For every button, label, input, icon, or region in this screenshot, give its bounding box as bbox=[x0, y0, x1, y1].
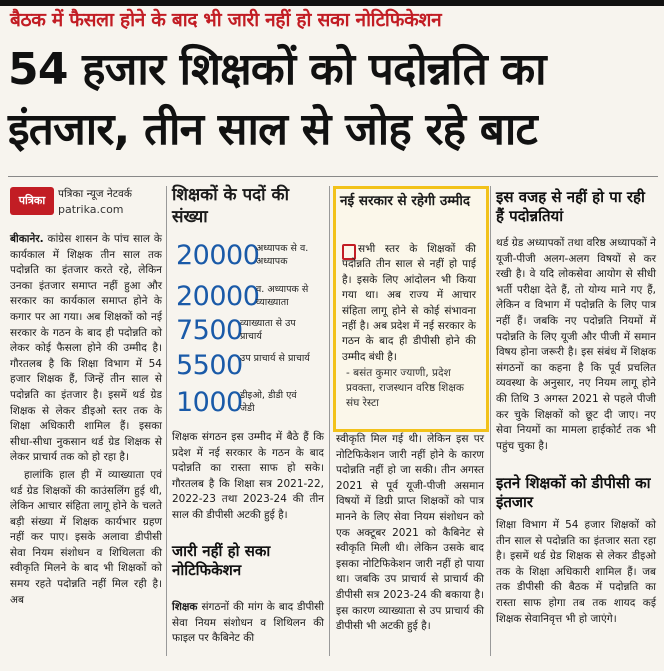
stat-number: 20000 bbox=[176, 240, 260, 271]
subhead-dpc-wait: इतने शिक्षकों को डीपीसी का इंतजार bbox=[496, 474, 651, 511]
article-column-4-lower bbox=[496, 518, 656, 629]
headline-line-2: इंतजार, तीन साल से जोह रहे बाट bbox=[8, 104, 537, 155]
kicker-headline: बैठक में फैसला होने के बाद भी जारी नहीं हो सका नोटिफिकेशन bbox=[10, 9, 442, 31]
stat-number: 1000 bbox=[176, 387, 243, 418]
dateline: बीकानेर. bbox=[10, 233, 44, 245]
column-2-text-2: संगठनों की मांग के बाद डीपीसी सेवा नियम संशोधन व शिथिलन की फाइल पर कैबिनेट की bbox=[172, 601, 324, 645]
stat-row bbox=[172, 240, 322, 274]
article-column-3 bbox=[336, 432, 484, 637]
column-2-lead: शिक्षक bbox=[172, 601, 198, 613]
column-3-paragraph-1: स्वीकृति मिल गई थी। लेकिन इस पर नोटिफिकेशन जारी नहीं होने के कारण पदोन्नति नहीं हो जा सकी। तीन अगस्त 2021 से पूर्व यूजी-पीजी असमान विषयों में डिग्री प्राप्त शिक्षकों को पात्र मानने के लिए सेवा नियम संशोधन को एक अक्टूबर 2021 को कैबिनेट से स्वीकृति मिली थी। लेकिन उसके बाद इसका नोटिफिकेशन जारी नहीं हो पाया था। जबकि उप प्राचार्य से प्राचार्य की डीपीसी सत्र 2023-24 की बकाया है। इस कारण व्याख्याता से उप प्राचार्य की डीपीसी भी अटकी हुई है। bbox=[336, 433, 484, 633]
stats-title: शिक्षकों के पदों की संख्या bbox=[172, 185, 289, 227]
stat-number: 7500 bbox=[176, 315, 243, 346]
article-column-2-lower bbox=[172, 600, 324, 649]
column-divider-2 bbox=[329, 186, 330, 656]
column-4-paragraph-2: शिक्षा विभाग में 54 हजार शिक्षकों को तीन साल से पदोन्नति का इंतजार सता रहा है। इसमें थर्ड ग्रेड शिक्षक से लेकर डीइओ तक के शिक्षा अधिकारी शामिल हैं। जब तक डीपीसी की बैठक में पदोन्नति का रास्ता साफ होगा तब तक शायद कई शिक्षक सेवानिवृत्त भी हो जाएंगे। bbox=[496, 519, 656, 625]
stat-label: व्याख्याता से उप प्राचार्य bbox=[240, 318, 296, 342]
byline-site: patrika.com bbox=[58, 203, 124, 216]
stat-label: उप प्राचार्य से प्राचार्य bbox=[240, 353, 310, 364]
column-divider-3 bbox=[490, 186, 491, 656]
stat-label: व. अध्यापक से व्याख्याता bbox=[256, 284, 309, 308]
patrika-logo: पत्रिका bbox=[10, 187, 54, 215]
column-2-paragraph-1: शिक्षक संगठन इस उम्मीद में बैठे हैं कि प्रदेश में नई सरकार के गठन के बाद पदोन्नति का रास्ता साफ हो सके। गौरतलब है कि शिक्षा सत्र 2021-22, 2022-23 तथा 2023-24 की तीन साल की डीपीसी अटकी हुई है। bbox=[172, 431, 324, 521]
byline-network: पत्रिका न्यूज नेटवर्क bbox=[58, 188, 132, 200]
stat-row bbox=[172, 350, 322, 384]
stat-number: 5500 bbox=[176, 350, 243, 381]
headline-line-1: 54 हजार शिक्षकों को पदोन्नति का bbox=[8, 44, 546, 95]
quote-box-heading: नई सरकार से रहेगी उम्मीद bbox=[340, 193, 471, 209]
column-1-text-1: कांग्रेस शासन के पांच साल के कार्यकाल में शिक्षक तीन साल तक पदोन्नति का इंतजार करते रहे, लेकिन उनका इंतजार समाप्त नहीं हुआ और सरकार का कार्यकाल समाप्त होने के कगार पर आ गया। अब शिक्षकों को नई सरकार के गठन के बाद ही पदोन्नति को लेकर कोई फैसला होने की उम्मीद है। गौरतलब है कि शिक्षा विभाग में 54 हजार शिक्षक हैं, जिन्हें तीन साल से पदोन्नति का इंतजार है। इसमें थर्ड ग्रेड शिक्षक से लेकर डीइओ स्तर तक के शिक्षा अधिकारी शामिल हैं। इसका सीधा-सीधा नुकसान थर्ड ग्रेड शिक्षक से लेकर प्राचार्य तक को हो रहा है। bbox=[10, 233, 162, 464]
quote-box-text: सभी स्तर के शिक्षकों की पदोन्नति तीन साल से नहीं हो पाई है। इसके लिए आंदोलन भी किया गया था। अब राज्य में आचार संहिता लागू होने से कोई संभावना नहीं है। अब प्रदेश में नई सरकार के गठन के बाद ही डीपीसी होने की उम्मीद बंधी है। bbox=[342, 243, 476, 363]
column-1-paragraph-1 bbox=[10, 232, 162, 466]
stat-number: 20000 bbox=[176, 281, 260, 312]
column-2-paragraph-2 bbox=[172, 600, 324, 647]
column-4-paragraph-1: थर्ड ग्रेड अध्यापकों तथा वरिष्ठ अध्यापकों ने यूजी-पीजी अलग-अलग विषयों से कर रखी है। वे यदि लोकसेवा आयोग से सीधी भर्ती परीक्षा देते हैं, तो योग्य माने गए हैं, लेकिन व विभाग में पदोन्नति के लिए पात्र नहीं हैं। जबकि नए पदोन्नति नियमों में पदोन्नति के लिए यूजी और पीजी में समान विषय होना जरूरी है। इस संबंध में शिक्षक संगठनों का कहना है कि पूर्व प्रचलित व्यवस्था के अनुसार, नए नियम लागू होने की तिथि 3 अगस्त 2021 से पहले पीजी कर चुके शिक्षकों को छूट दी जाए। नए सेवा नियमों का मामला हाईकोर्ट तक भी पहुंच चुका है। bbox=[496, 237, 656, 452]
column-divider-1 bbox=[166, 186, 167, 656]
stat-label: डीइओ, डीडी एवं जेडी bbox=[240, 390, 297, 414]
article-column-4 bbox=[496, 236, 656, 456]
article-column-1 bbox=[10, 232, 162, 610]
stat-row bbox=[172, 387, 322, 421]
column-4-heading: इस वजह से नहीं हो पा रही हैं पदोन्नतियां bbox=[496, 188, 645, 225]
subhead-notification: जारी नहीं हो सका नोटिफिकेशन bbox=[172, 542, 271, 579]
article-column-2 bbox=[172, 430, 324, 526]
stat-row bbox=[172, 315, 322, 349]
stat-row bbox=[172, 281, 322, 315]
stat-label: अध्यापक से व. अध्यापक bbox=[256, 243, 309, 267]
column-1-paragraph-2: हालांकि हाल ही में व्याख्याता एवं थर्ड ग्रेड शिक्षकों की काउंसलिंग हुई थी, लेकिन आचार संहिता लागू होने के चलते बड़ी संख्या में शिक्षक कार्यभार ग्रहण नहीं कर पाए। इसके अलावा डीपीसी सेवा नियम संशोधन व शिथिलता की स्वीकृति मिलने के बाद भी शिक्षकों को समय रहते पदोन्नति नहीं मिल रही है। अब bbox=[10, 468, 162, 606]
quote-box-author: - बसंत कुमार ज्याणी, प्रदेश प्रवक्ता, राजस्थान वरिष्ठ शिक्षक संघ रेस्टा bbox=[346, 367, 464, 409]
main-headline bbox=[8, 40, 658, 160]
headline-divider bbox=[8, 176, 658, 177]
